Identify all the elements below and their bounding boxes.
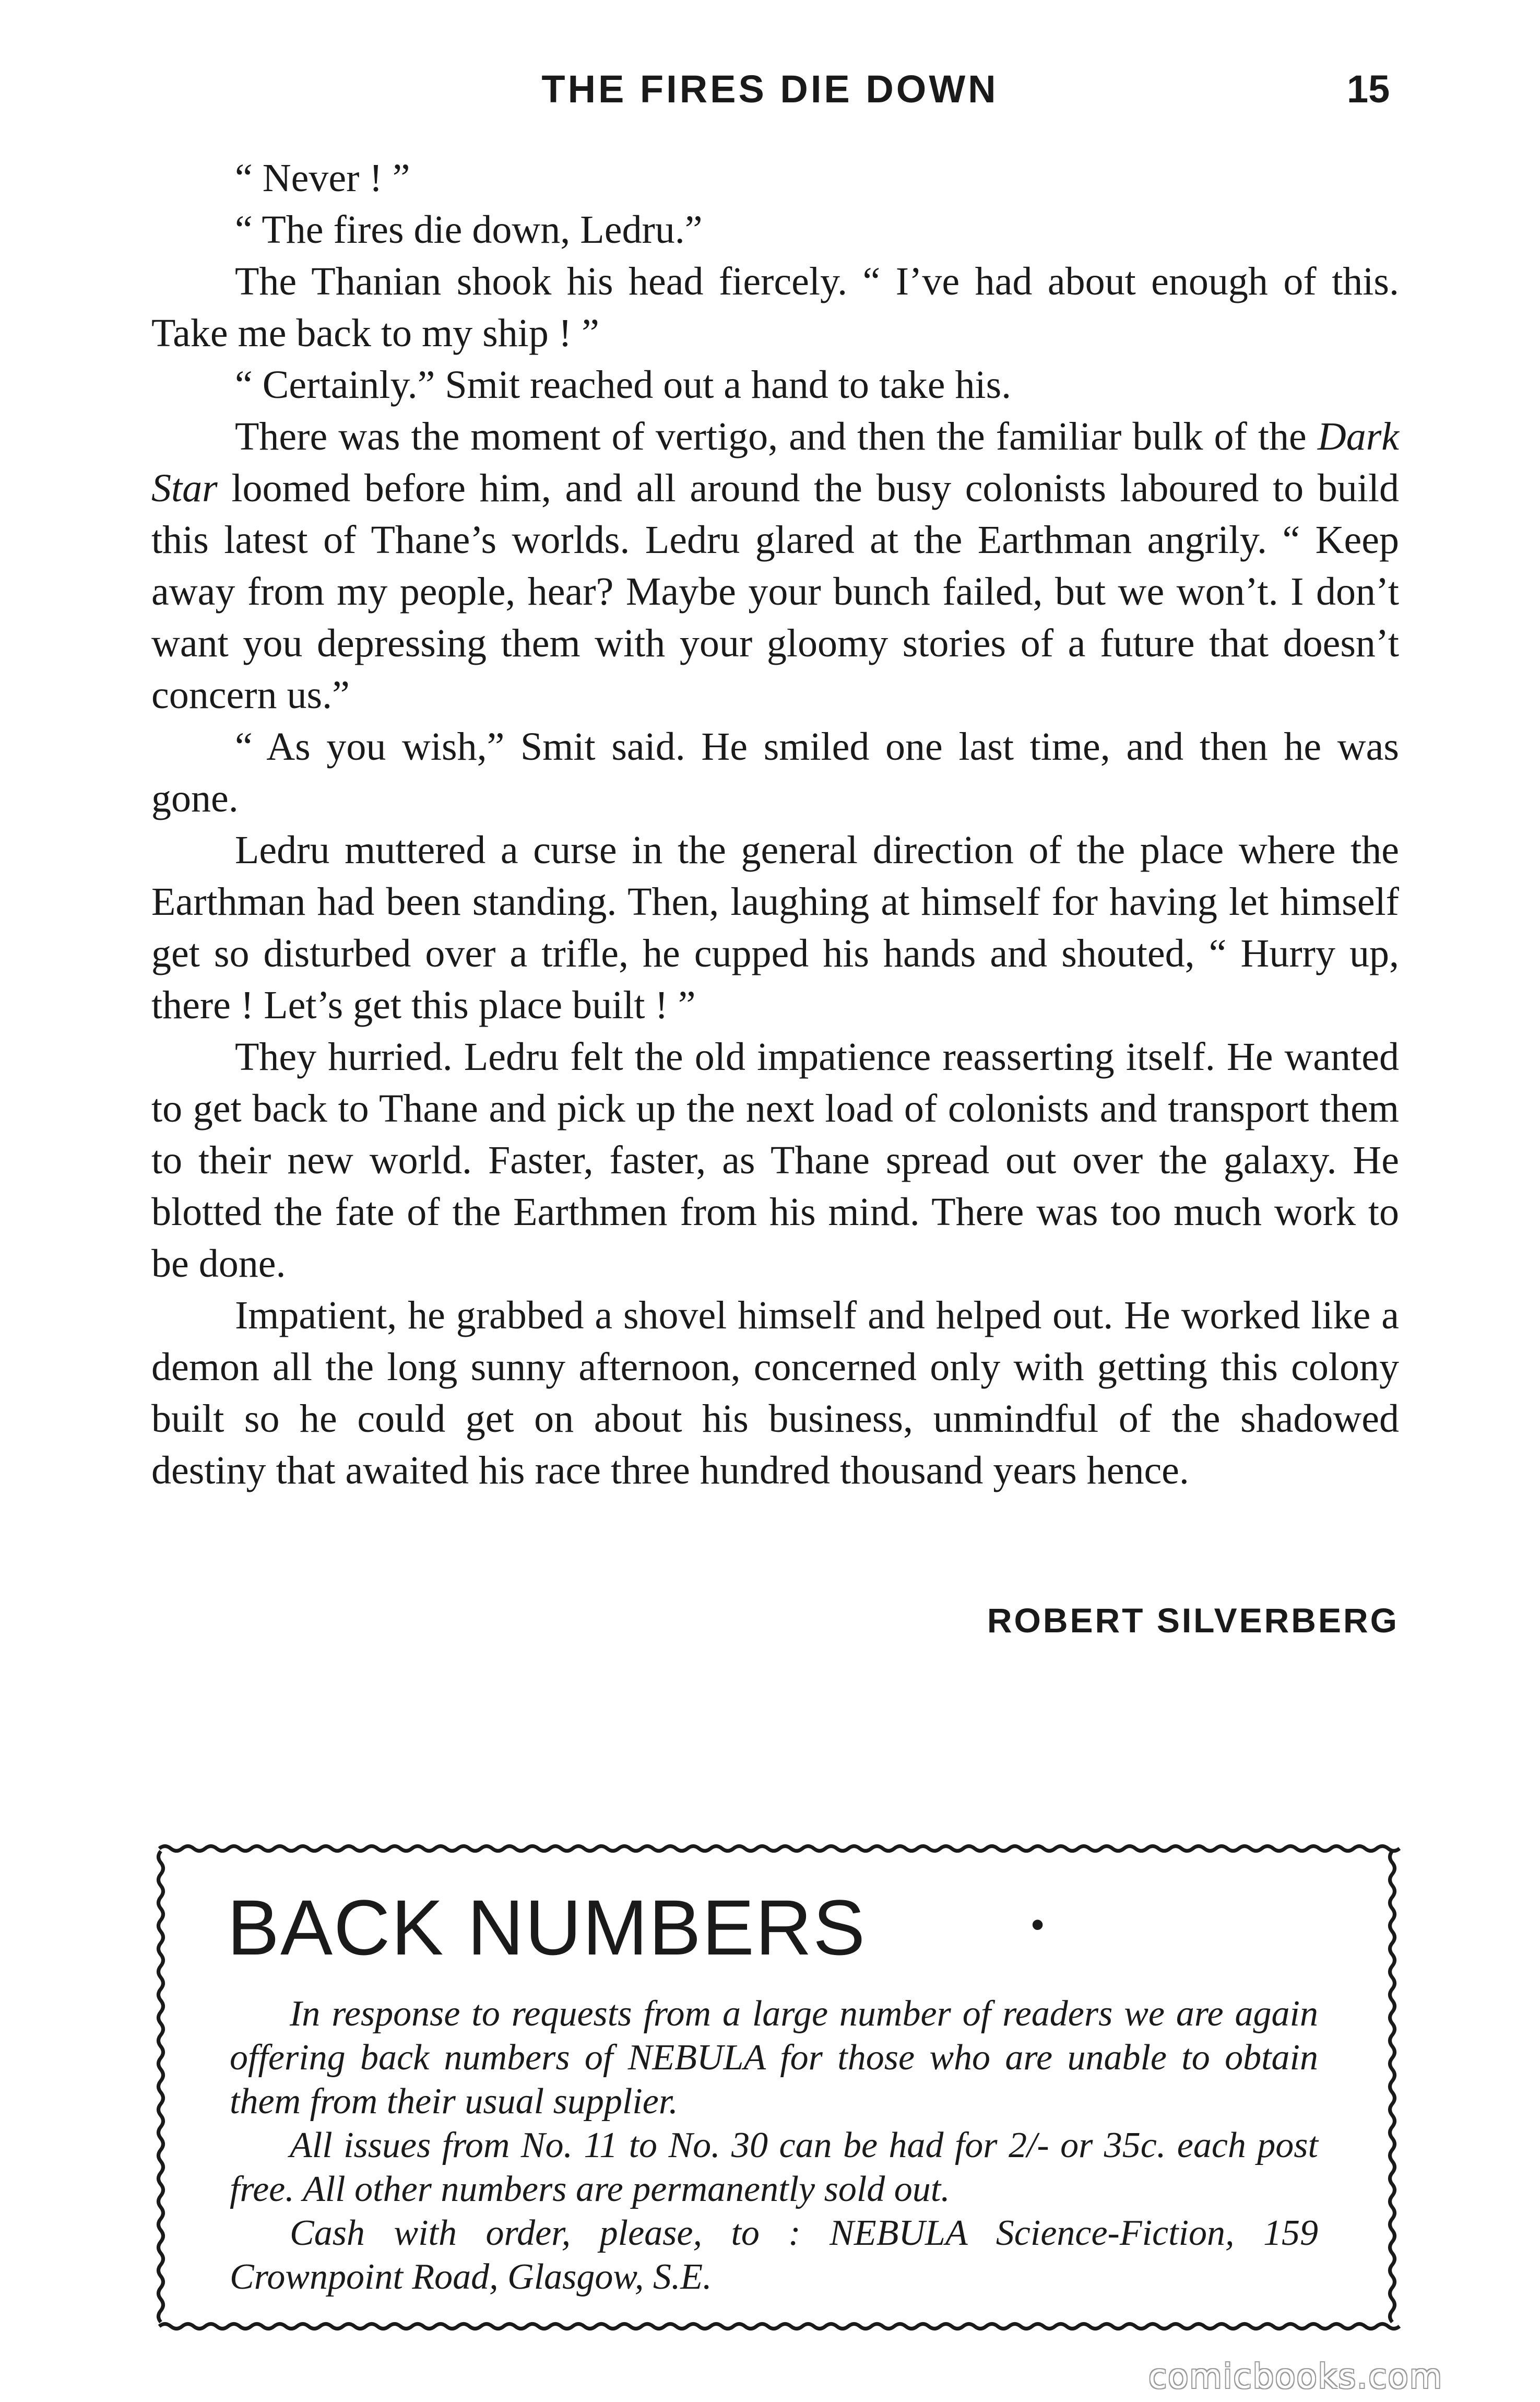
- story-text-span: There was the moment of vertigo, and then the familiar bulk of the: [235, 415, 1307, 458]
- story-paragraph: The Thanian shook his head fiercely. “ I’ve had about enough of this. Take me back to my ship ! ”: [151, 260, 1399, 355]
- page-header: [0, 67, 1540, 114]
- story-paragraph: They hurried. Ledru felt the old impatience reasserting itself. He wanted to get back to Thane and pick up the next load of colonists and transport them to their new world. Faster, faster, as Thane spread out over the galaxy. He blotted the fate of the Earthmen from his mind. There was too much work to be done.: [151, 1035, 1399, 1286]
- story-paragraph: “ The fires die down, Ledru.”: [235, 208, 703, 252]
- advert-paragraph: In response to requests from a large number of readers we are again offering back numbers of NEBULA for those who are unable to obtain them from their usual supplier.: [230, 1994, 1318, 2122]
- running-title: THE FIRES DIE DOWN: [541, 67, 999, 111]
- advert-paragraph: All issues from No. 11 to No. 30 can be had for 2/- or 35c. each post free. All other numbers are permanently sold out.: [230, 2125, 1318, 2209]
- page-number: 15: [1347, 67, 1390, 111]
- story-paragraph: Ledru muttered a curse in the general direction of the place where the Earthman had been standing. Then, laughing at himself for having let himself get so disturbed over a trifle, he cupped his hands and shouted, “ Hurry up, there ! Let’s get this place built ! ”: [151, 828, 1399, 1027]
- story-paragraph: “ As you wish,” Smit said. He smiled one last time, and then he was gone.: [151, 725, 1399, 820]
- advert-bullet: •: [1031, 1904, 1045, 1946]
- ship-name: Dark Star: [151, 415, 1400, 510]
- advert-title: BACK NUMBERS: [227, 1883, 867, 1971]
- story-text-span: loomed before him, and all around the busy colonists laboured to build this latest of Thane’s worlds. Ledru glared at the Earthman angrily. “ Keep away from my people, hear? Maybe your bunch failed, but we won’t. I don’t want you depressing them with your gloomy stories of a future that doesn’t concern us.”: [151, 466, 1400, 717]
- story-paragraph: Impatient, he grabbed a shovel himself and helped out. He worked like a demon all the long sunny afternoon, concerned only with getting this colony built so he could get on about his business, unmindful of the shadowed destiny that awaited his race three hundred thousand years hence.: [151, 1293, 1399, 1492]
- story-paragraph: “ Never ! ”: [235, 156, 410, 200]
- site-watermark: comicbooks.com: [1148, 2358, 1443, 2396]
- author-byline: ROBERT SILVERBERG: [987, 1601, 1399, 1640]
- story-paragraph: “ Certainly.” Smit reached out a hand to take his.: [235, 363, 1012, 407]
- story-paragraph: [151, 411, 1399, 721]
- advert-paragraph: Cash with order, please, to : NEBULA Science-Fiction, 159 Crownpoint Road, Glasgow, S.E.: [230, 2213, 1318, 2297]
- advert-text: [230, 1992, 1318, 2299]
- story-body: [151, 152, 1399, 1497]
- back-numbers-advert: [151, 1838, 1402, 2337]
